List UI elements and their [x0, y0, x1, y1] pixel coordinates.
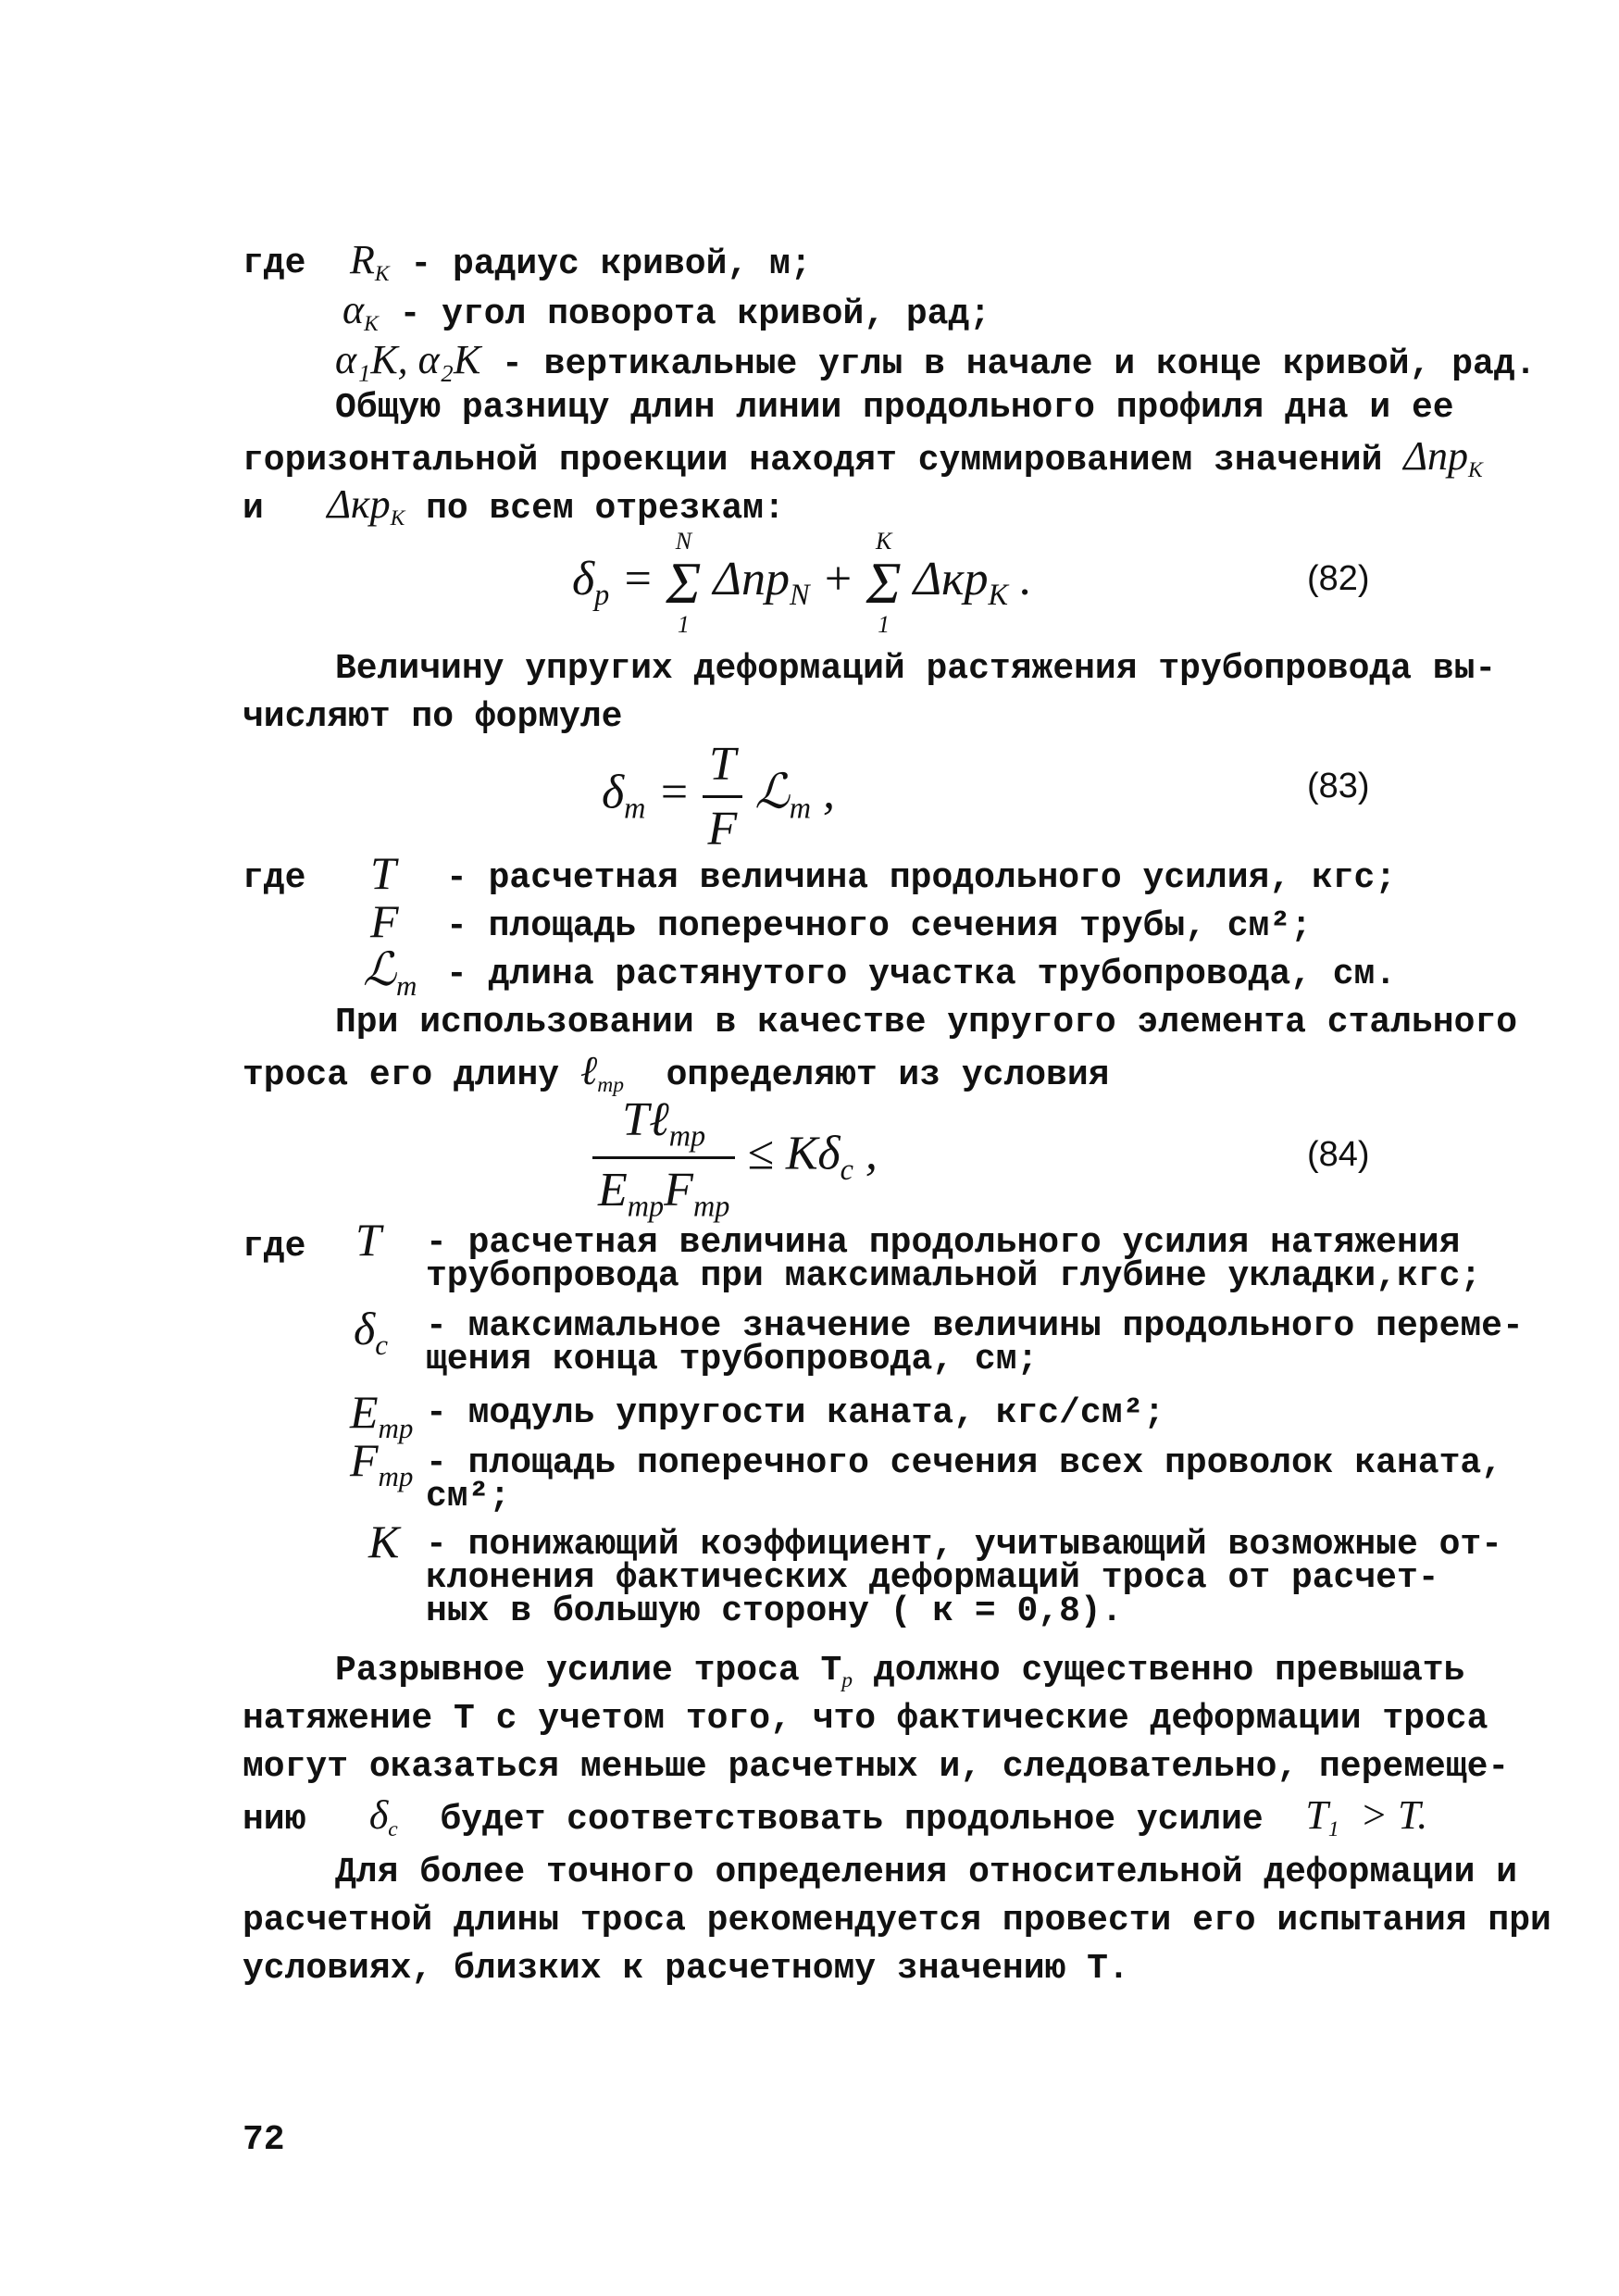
block2-text-f: - площадь поперечного сечения трубы, см²; — [446, 906, 1312, 946]
block3-symbol-f — [350, 1434, 414, 1500]
symbol-t: T — [355, 1214, 381, 1266]
block3-text-k-2: клонения фактических деформаций троса от расчет- — [426, 1558, 1439, 1598]
sum-2-lower: 1 — [878, 611, 890, 638]
eq82-lhs: δ — [572, 552, 595, 605]
definition-text: - вертикальные углы в начале и конце кривой, рад. — [502, 344, 1537, 384]
definition-alpha12-k — [335, 339, 1536, 386]
symbol-sub: К — [390, 506, 405, 531]
para4-line4-pre: нию — [243, 1800, 306, 1840]
sum-2 — [866, 530, 902, 637]
symbol-f: F — [350, 1434, 379, 1486]
eq84-num-sub: тр — [668, 1118, 706, 1153]
where-label-3: где — [243, 1227, 306, 1267]
eq83-rhs: ℒ — [754, 766, 790, 819]
definition-rk — [350, 239, 812, 295]
para3-line2-post: определяют из условия — [666, 1055, 1110, 1095]
para4-line2: натяжение Т с учетом того, что фактические деформации троса — [243, 1699, 1488, 1739]
symbol-sub: с — [375, 1328, 389, 1361]
para4-line1-sub: р — [841, 1668, 853, 1693]
page-number: 72 — [243, 2120, 285, 2160]
symbol-delta-kr: Δкр — [327, 481, 391, 527]
block3-text-t-2: трубопровода при максимальной глубине укладки,кгс; — [426, 1256, 1482, 1296]
sum-1-upper: N — [675, 528, 692, 555]
block3-text-k-1: - понижающий коэффициент, учитывающий возможные от- — [426, 1525, 1502, 1565]
para2-line2: числяют по формуле — [243, 697, 623, 737]
para1-line1: Общую разницу длин линии продольного профиля дна и ее — [335, 388, 1454, 428]
para1-line3-post: по всем отрезкам: — [426, 489, 785, 529]
eq82-term2: Δкр — [913, 552, 989, 605]
equation-84: $\frac{T\ell_{тр}}{E_{тр}F_{тр}}$ ≤ $К\delta_с$ , — [592, 1092, 878, 1224]
symbol-delta: δ — [354, 1303, 376, 1354]
sigma-symbol: Σ — [866, 550, 902, 616]
eq83-numerator: T — [708, 738, 736, 791]
para4-line4-end: > T. — [1360, 1792, 1428, 1838]
symbol-t1: T — [1305, 1792, 1328, 1838]
block2-symbol-t — [370, 847, 396, 899]
eq82-term1-sub: N — [789, 578, 810, 612]
symbol-sub: тр — [378, 1459, 414, 1492]
symbol-sub: тр — [378, 1411, 414, 1444]
eq84-rhs: ≤ Кδ — [747, 1127, 841, 1180]
symbol-delta: δ — [368, 1792, 389, 1838]
equation-number-84: (84) — [1307, 1135, 1370, 1174]
equation-number-83: (83) — [1307, 767, 1370, 805]
where-label-1: где — [243, 243, 306, 283]
symbol-sub: т — [396, 968, 417, 1002]
block2-text-t: - расчетная величина продольного усилия, кгс; — [446, 858, 1397, 898]
para4-line1 — [335, 1650, 1464, 1702]
block3-text-delta-2: щения конца трубопровода, см; — [426, 1340, 1039, 1379]
symbol-r: R — [350, 237, 375, 282]
block3-text-k-3: ных в большую сторону ( к = 0,8). — [426, 1591, 1123, 1631]
eq83-lhs: δ — [602, 766, 625, 819]
eq82-lhs-sub: р — [594, 578, 610, 612]
para4-line4 — [243, 1794, 1427, 1851]
eq83-denominator: F — [703, 795, 743, 856]
eq83-rhs-sub: т — [789, 791, 812, 825]
para4-line1-post: должно существенно превышать — [873, 1651, 1465, 1691]
sigma-symbol: Σ — [666, 550, 702, 616]
symbol-k: К — [368, 1516, 400, 1567]
symbol-ell: ℓ — [579, 1048, 598, 1093]
para5-line2: расчетной длины троса рекомендуется провести его испытания при — [243, 1901, 1551, 1940]
eq83-lhs-sub: т — [624, 791, 646, 825]
sum-2-upper: К — [875, 528, 892, 555]
para4-line4-mid: будет соответствовать продольное усилие — [440, 1800, 1264, 1840]
block2-text-l: - длина растянутого участка трубопровода, см. — [446, 955, 1397, 994]
eq84-numerator — [616, 1092, 711, 1156]
block2-symbol-l — [363, 943, 417, 1009]
symbol-delta-pr: Δпр — [1403, 433, 1469, 479]
block3-text-e: - модуль упругости каната, кгс/см²; — [426, 1393, 1165, 1433]
eq84-den2-sub: тр — [692, 1189, 730, 1223]
block3-text-f-2: см²; — [426, 1477, 511, 1516]
where-label-2: где — [243, 858, 306, 898]
symbol-sub: 1 — [1327, 1817, 1339, 1842]
para5-line3: условиях, близких к расчетному значению Т. — [243, 1949, 1129, 1989]
symbol-e: E — [350, 1386, 379, 1438]
eq82-term1: Δпр — [713, 552, 790, 605]
eq84-den1: E — [598, 1164, 628, 1217]
eq84-denominator — [592, 1156, 735, 1223]
eq84-fraction — [592, 1092, 735, 1224]
eq84-rhs-sub: с — [840, 1153, 853, 1186]
para3-line1: При использовании в качестве упругого элемента стального — [335, 1003, 1518, 1042]
para1-line2-text: горизонтальной проекции находят суммированием значений — [243, 441, 1383, 480]
block2-symbol-f — [370, 895, 399, 947]
block3-symbol-t — [355, 1214, 381, 1266]
definition-text: - угол поворота кривой, рад; — [399, 294, 991, 334]
block3-symbol-k — [368, 1518, 399, 1565]
eq84-den1-sub: тр — [627, 1189, 665, 1223]
symbol-sub: К — [364, 312, 379, 337]
block3-text-t-1: - расчетная величина продольного усилия натяжения — [426, 1223, 1461, 1263]
symbol-l: ℒ — [363, 943, 397, 995]
sum-1-lower: 1 — [677, 611, 690, 638]
para3-line2-pre: троса его длину — [243, 1055, 560, 1095]
symbol-alpha12: α₁К, α₂К — [335, 337, 481, 382]
symbol-alpha: α — [342, 287, 365, 332]
symbol-sub: тр — [597, 1073, 624, 1098]
block3-text-f-1: - площадь поперечного сечения всех проволок каната, — [426, 1443, 1502, 1483]
symbol-sub: К — [374, 262, 390, 287]
block3-text-delta-1: - максимальное значение величины продольного переме- — [426, 1306, 1524, 1346]
equation-number-82: (82) — [1307, 559, 1370, 598]
eq83-fraction — [703, 737, 743, 856]
symbol-f: F — [370, 895, 399, 947]
eq82-term2-sub: К — [988, 578, 1008, 612]
symbol-t: T — [370, 847, 396, 899]
block3-symbol-delta — [354, 1305, 388, 1368]
para4-line1-text: Разрывное усилие троса Т — [335, 1651, 842, 1691]
para2-line1: Величину упругих деформаций растяжения трубопровода вы- — [335, 649, 1497, 689]
definition-text: - радиус кривой, м; — [410, 244, 812, 284]
para1-line3-pre: и — [243, 489, 264, 529]
eq84-num-text: Tℓ — [622, 1093, 669, 1146]
para4-line3: могут оказаться меньше расчетных и, следовательно, перемеще- — [243, 1747, 1510, 1787]
eq84-den2: F — [664, 1164, 693, 1217]
equation-83: $\delta_т$ = $\frac{T}{F}$ ℒ$_т$ , — [602, 738, 836, 855]
symbol-sub: К — [1468, 458, 1483, 483]
sum-1 — [666, 530, 701, 637]
equation-82: $\delta_р$ = N Σ 1 Δпр$_N$ + К Σ 1 Δкр$_К$ . — [572, 528, 1032, 638]
symbol-sub: с — [388, 1817, 398, 1842]
para5-line1: Для более точного определения относительной деформации и — [335, 1853, 1518, 1892]
